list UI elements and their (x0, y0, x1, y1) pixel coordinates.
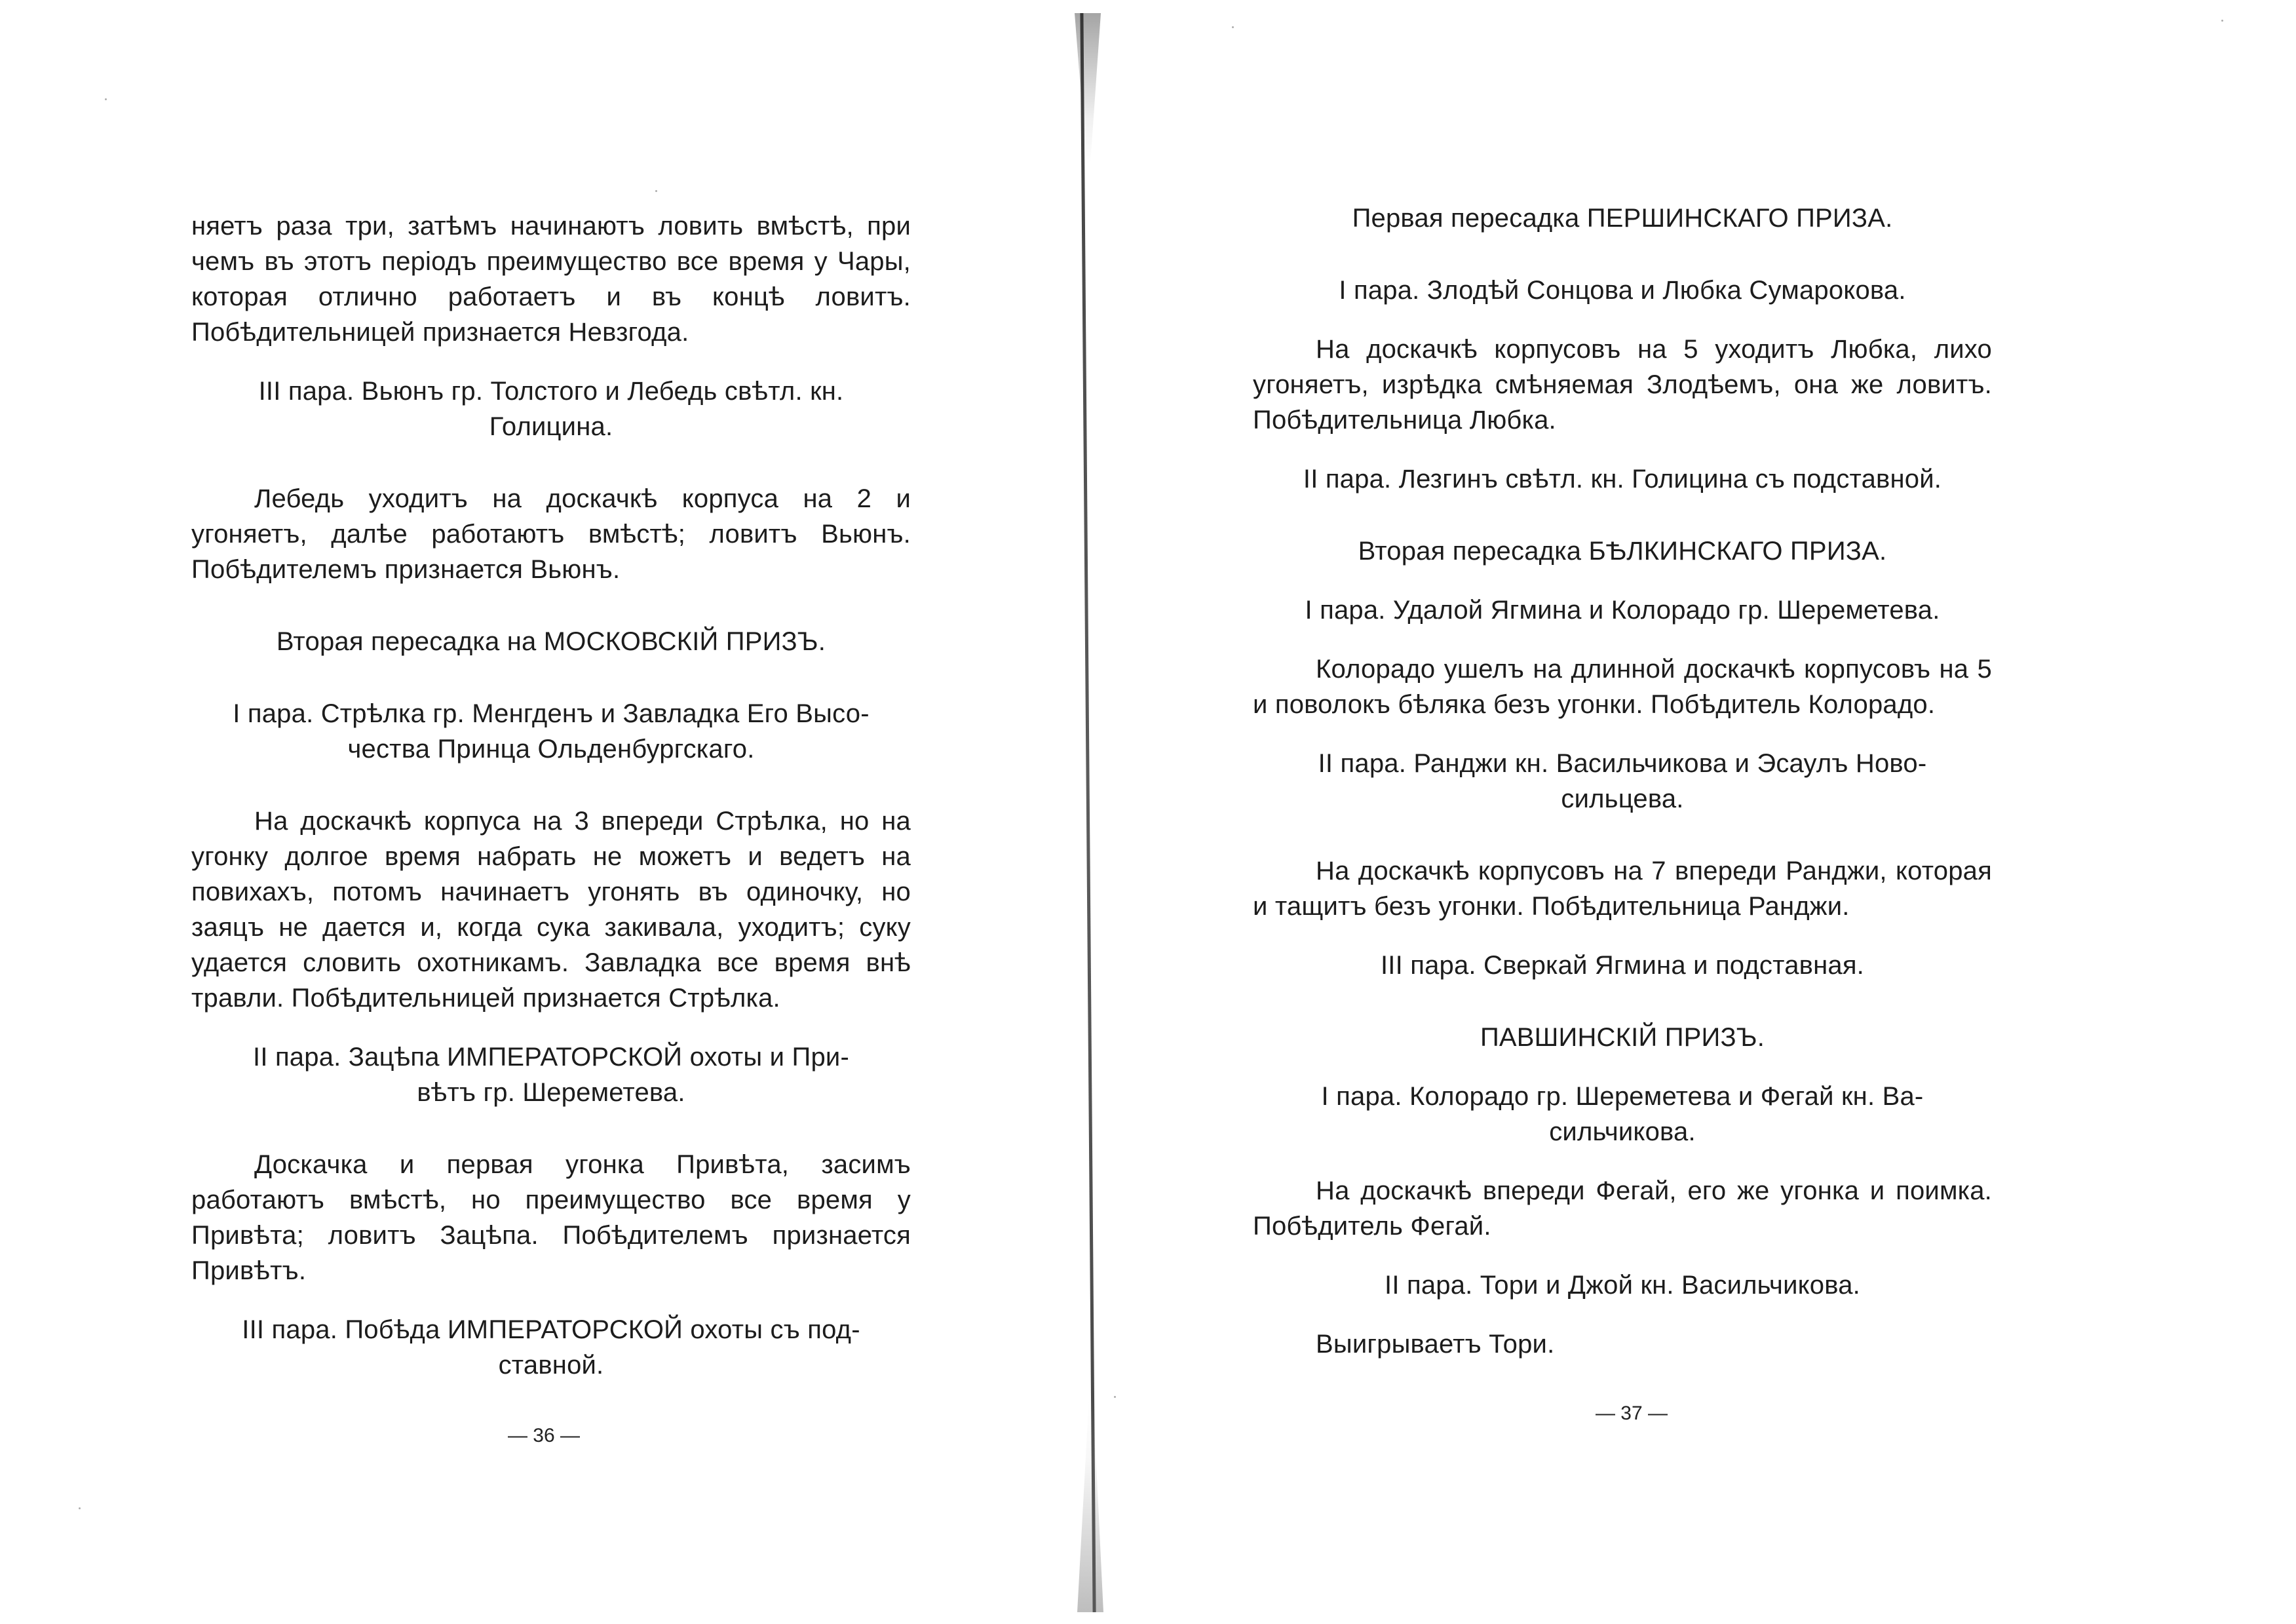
pair-line-continuation: сильчикова. (1549, 1117, 1696, 1146)
pair-line: III пара. Вьюнъ гр. Толстого и Лебедь свѣтл. кн. (258, 377, 844, 406)
paragraph: Доскачка и первая угонка Привѣта, засимъ работаютъ вмѣстѣ, но преимущество все время у Привѣта; ловитъ Зацѣпа. Побѣдителемъ признается Привѣтъ. (191, 1150, 911, 1285)
pair-line: I пара. Колорадо гр. Шереметева и Фегай кн. Ва- (1321, 1082, 1924, 1111)
pair-line-continuation: чества Принца Ольденбургскаго. (347, 735, 755, 764)
scan-speck (79, 1507, 81, 1509)
pair-line: II пара. Ранджи кн. Васильчикова и Эсаулъ Ново- (1318, 749, 1927, 778)
pair-line: I пара. Стрѣлка гр. Менгденъ и Завладка Его Высо- (233, 699, 870, 728)
paragraph: На доскачкѣ корпусовъ на 5 уходитъ Любка, лихо угоняетъ, изрѣдка смѣняемая Злодѣемъ, она же ловитъ. Побѣдительница Любка. (1253, 335, 1992, 435)
left-page-text (191, 208, 911, 1383)
scan-speck (1114, 1396, 1116, 1398)
pair-line-continuation: сильцева. (1561, 784, 1684, 813)
scan-speck (655, 190, 657, 192)
pair-line: I пара. Злодѣй Сонцова и Любка Сумарокова. (1339, 276, 1906, 305)
pair-line-continuation: вѣтъ гр. Шереметева. (417, 1078, 685, 1107)
pair-line: II пара. Зацѣпа ИМПЕРАТОРСКОЙ охоты и При- (253, 1043, 849, 1072)
section-heading: Первая пересадка ПЕРШИНСКАГО ПРИЗА. (1352, 204, 1893, 233)
pair-line-continuation: Голицина. (489, 412, 613, 441)
page-36 (0, 0, 1081, 1624)
section-heading: Вторая пересадка БѢЛКИНСКАГО ПРИЗА. (1358, 537, 1887, 566)
scan-speck (105, 98, 107, 100)
paragraph: На доскачкѣ корпусовъ на 7 впереди Ранджи, которая и тащитъ безъ угонки. Побѣдительница Ранджи. (1253, 857, 1992, 921)
scan-speck (2221, 20, 2223, 22)
section-heading: ПАВШИНСКІЙ ПРИЗЪ. (1480, 1023, 1765, 1052)
paragraph: Колорадо ушелъ на длинной доскачкѣ корпусовъ на 5 и поволокъ бѣляка безъ угонки. Побѣдитель Колорадо. (1253, 655, 1992, 719)
page-number: — 36 — (507, 1425, 581, 1446)
pair-line: I пара. Удалой Ягмина и Колорадо гр. Шереметева. (1305, 596, 1940, 625)
pair-line: II пара. Лезгинъ свѣтл. кн. Голицина съ подставной. (1303, 465, 1942, 493)
pair-line: III пара. Сверкай Ягмина и подставная. (1380, 951, 1864, 980)
section-heading: Вторая пересадка на МОСКОВСКІЙ ПРИЗЪ. (276, 627, 826, 656)
page-number: — 37 — (1595, 1402, 1668, 1424)
paragraph: На доскачкѣ корпуса на 3 впереди Стрѣлка, но на угонку долгое время набрать не можетъ и ведетъ на повихахъ, потомъ начинаетъ угонять въ одиночку, но заяцъ не дается и, когда сука закивала, уходитъ; суку удается словить охотникамъ. Завладка все время внѣ травли. Побѣдительницей признается Стрѣлка. (191, 807, 911, 1013)
paragraph: Выигрываетъ Тори. (1316, 1330, 1555, 1359)
paragraph: На доскачкѣ впереди Фегай, его же угонка и поимка. Побѣдитель Фегай. (1253, 1176, 1992, 1241)
scan-speck (1232, 26, 1234, 28)
paragraph: няетъ раза три, затѣмъ начинаютъ ловить вмѣстѣ, при чемъ въ этотъ періодъ преимущество все время у Чары, которая отлично работаетъ и въ концѣ ловитъ. Побѣдительницей признается Невзгода. (191, 212, 911, 347)
pair-line: II пара. Тори и Джой кн. Васильчикова. (1385, 1271, 1860, 1300)
right-page-text (1253, 201, 1992, 1362)
pair-line-continuation: ставной. (498, 1351, 604, 1380)
paragraph: Лебедь уходитъ на доскачкѣ корпуса на 2 и угоняетъ, далѣе работаютъ вмѣстѣ; ловитъ Вьюнъ. Побѣдителемъ признается Вьюнъ. (191, 484, 911, 584)
pair-line: III пара. Побѣда ИМПЕРАТОРСКОЙ охоты съ под- (242, 1315, 860, 1344)
